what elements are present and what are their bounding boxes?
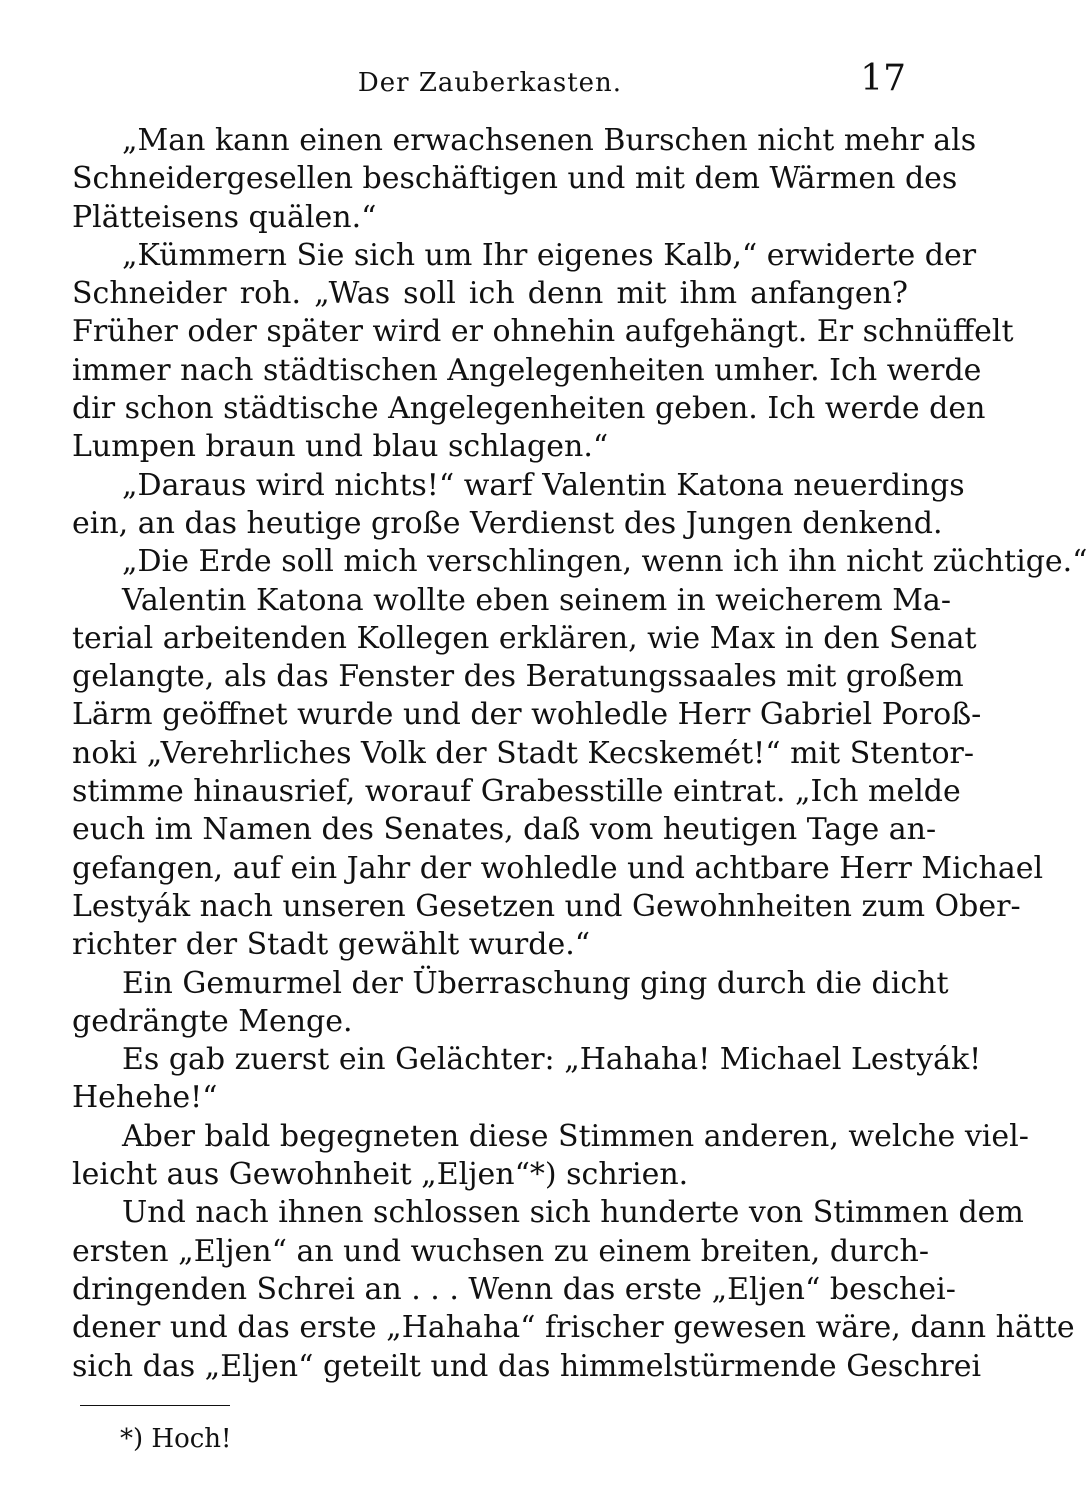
- page-number: 17: [860, 58, 906, 99]
- text-line: immer nach städtischen Angelegenheiten umher. Ich werde: [72, 352, 982, 388]
- text-line: sich das „Eljen“ geteilt und das himmelstürmende Geschrei: [72, 1348, 982, 1384]
- paragraph: [72, 543, 1088, 581]
- text-line: Hehehe!“: [72, 1080, 218, 1116]
- paragraph: [72, 237, 1014, 467]
- page-header: [72, 58, 908, 98]
- text-line: Und nach ihnen schlossen sich hunderte von Stimmen dem: [122, 1195, 1024, 1231]
- text-line: noki „Verehrliches Volk der Stadt Kecskemét!“ mit Stentor-: [72, 735, 975, 771]
- paragraph: [72, 1041, 982, 1118]
- text-line: Es gab zuerst ein Gelächter: „Hahaha! Michael Lestyák!: [122, 1042, 982, 1078]
- paragraph: [72, 1118, 1029, 1195]
- text-line: terial arbeitenden Kollegen erklären, wie Max in den Senat: [72, 620, 977, 656]
- text-line: Lumpen braun und blau schlagen.“: [72, 429, 609, 465]
- text-line: gefangen, auf ein Jahr der wohledle und achtbare Herr Michael: [72, 850, 1044, 886]
- text-line: dener und das erste „Hahaha“ frischer gewesen wäre, dann hätte: [72, 1310, 1075, 1346]
- text-line: Ein Gemurmel der Überraschung ging durch die dicht: [122, 965, 949, 1001]
- text-line: ersten „Eljen“ an und wuchsen zu einem breiten, durch-: [72, 1233, 929, 1269]
- text-line: leicht aus Gewohnheit „Eljen“*) schrien.: [72, 1157, 689, 1193]
- text-line: Valentin Katona wollte eben seinem in weicherem Ma-: [122, 582, 951, 618]
- text-line: „Man kann einen erwachsenen Burschen nicht mehr als: [122, 123, 977, 158]
- text-line: Lärm geöffnet wurde und der wohledle Herr Gabriel Poroß-: [72, 697, 982, 733]
- text-line: Früher oder später wird er ohnehin aufgehängt. Er schnüffelt: [72, 314, 1014, 350]
- text-line: gedrängte Menge.: [72, 1003, 353, 1039]
- text-line: Lestyák nach unseren Gesetzen und Gewohnheiten zum Ober-: [72, 888, 1021, 924]
- text-line: „Kümmern Sie sich um Ihr eigenes Kalb,“ erwiderte der: [122, 237, 977, 273]
- text-line: Plätteisens quälen.“: [72, 199, 377, 235]
- paragraph: [72, 122, 977, 237]
- text-line: richter der Stadt gewählt wurde.“: [72, 927, 591, 963]
- text-line: stimme hinausrief, worauf Grabesstille eintrat. „Ich melde: [72, 774, 961, 810]
- text-line: ein, an das heutige große Verdienst des Jungen denkend.: [72, 505, 943, 541]
- text-line: „Daraus wird nichts!“ warf Valentin Katona neuerdings: [122, 467, 965, 503]
- running-title: Der Zauberkasten.: [357, 68, 623, 98]
- text-line: dir schon städtische Angelegenheiten geben. Ich werde den: [72, 391, 986, 427]
- text-line: Schneidergesellen beschäftigen und mit dem Wärmen des: [72, 161, 958, 197]
- text-line: dringenden Schrei an . . . Wenn das erste „Eljen“ beschei-: [72, 1271, 956, 1307]
- footnote: *) Hoch!: [120, 1424, 232, 1454]
- paragraph: [72, 1194, 1075, 1385]
- text-line: „Die Erde soll mich verschlingen, wenn ich ihn nicht züchtige.“: [122, 544, 1088, 580]
- paragraph: [72, 582, 1044, 965]
- text-line: Schneider roh. „Was soll ich denn mit ihm anfangen?: [72, 276, 908, 312]
- footnote-divider: [80, 1405, 230, 1406]
- body-text: [72, 122, 1088, 1386]
- paragraph: [72, 467, 965, 544]
- text-line: euch im Namen des Senates, daß vom heutigen Tage an-: [72, 812, 937, 848]
- text-line: Aber bald begegneten diese Stimmen anderen, welche viel-: [122, 1118, 1029, 1154]
- text-line: gelangte, als das Fenster des Beratungssaales mit großem: [72, 659, 964, 695]
- paragraph: [72, 965, 949, 1042]
